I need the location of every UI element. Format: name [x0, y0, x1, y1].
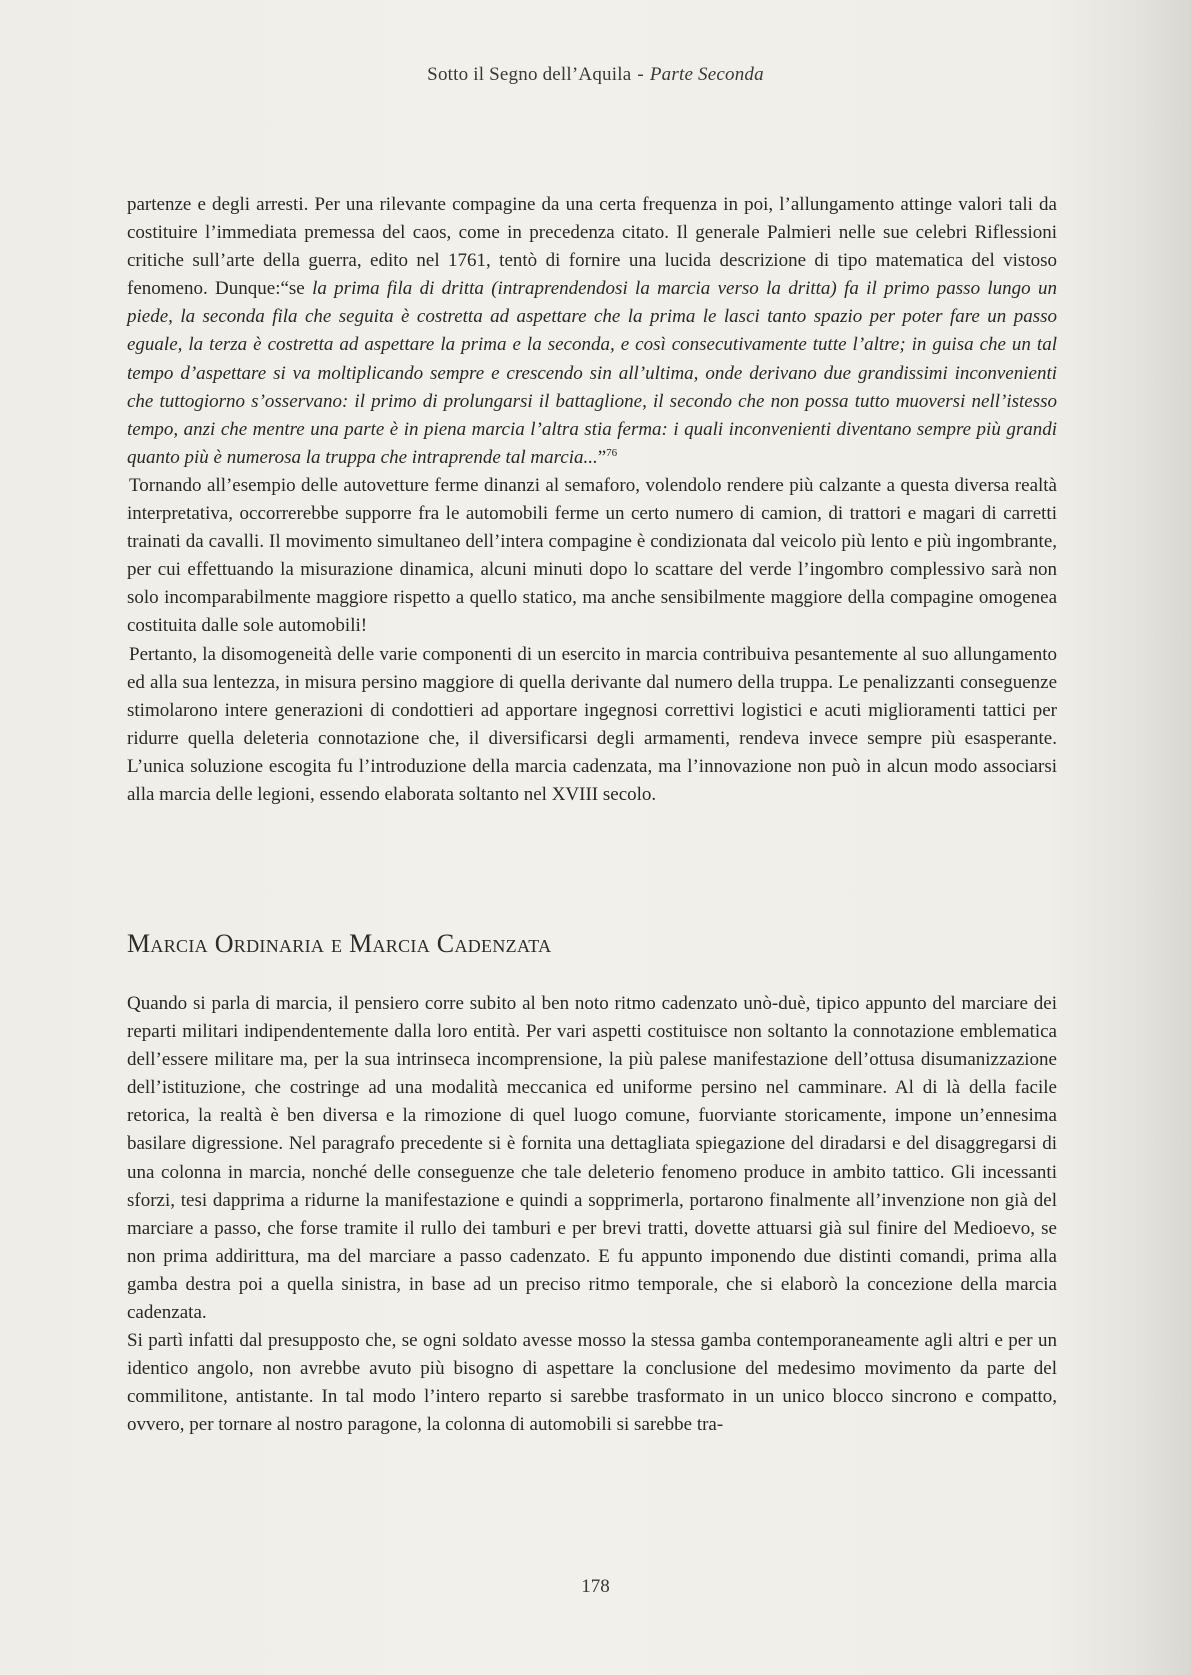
page-number: 178	[581, 1576, 610, 1597]
paragraph-disomogeneita: Pertanto, la disomogeneità delle varie componenti di un esercito in marcia contribuiva pesantemente al suo allungamento ed alla sua lentezza, in misura persino maggiore di quella derivante dal numero della truppa. Le penalizzanti conseguenze stimolarono intere generazioni di condottieri ad apportare ingegnosi correttivi logistici e acuti miglioramenti tattici per ridurre quella deleteria connotazione che, il diversificarsi degli armamenti, rendeva invece sempre più esasperante. L’unica soluzione escogita fu l’introduzione della marcia cadenzata, ma l’innovazione non può in alcun modo associarsi alla marcia delle legioni, essendo elaborata soltanto nel XVIII secolo.	[127, 643, 1057, 805]
body-text-lower	[127, 990, 1057, 1440]
footnote-reference: 76	[606, 446, 618, 459]
body-text-upper	[127, 191, 1057, 809]
paragraph-intro-text: partenze e degli arresti. Per una rilevante compagine da una certa frequenza in poi, l’allungamento attinge valori tali da costituire l’immediata premessa del caos, come in precedenza citato. Il generale Palmieri nelle sue celebri Riflessioni critiche sull’arte della guerra, edito nel 1761, tentò di fornire una lucida descrizione di tipo matematica del vistoso fenomeno. Dunque:“se	[127, 194, 1057, 300]
paragraph-presupposto: Si partì infatti dal presupposto che, se ogni soldato avesse mosso la stessa gamba contemporaneamente agli altri e per un identico angolo, non avrebbe avuto più bisogno di aspettare la conclusione del medesimo movimento da parte del commilitone, antistante. In tal modo l’intero reparto si sarebbe trasformato in un unico blocco sincrono e compatto, ovvero, per tornare al nostro paragone, la colonna di automobili si sarebbe tra-	[127, 1330, 1057, 1436]
block-quotation: la prima fila di dritta (intraprendendosi la marcia verso la dritta) fa il primo passo lungo un piede, la seconda fila che seguita è costretta ad aspettare che la prima le lasci tanto spazio per poter fare un passo eguale, la terza è costretta ad aspettare la prima e la seconda, e così consecutivamente tutte l’altre; in guisa che un tal tempo d’aspettare si va moltiplicando sempre e crescendo sin all’ultima, onde derivano due grandissimi inconvenienti che tuttogiorno s’osservano: il primo di prolungarsi il battaglione, il secondo che non possa tutto muoversi nell’istesso tempo, anzi che mentre una parte è in piena marcia l’altra stia ferma: i quali inconvenienti diventano sempre più grandi quanto più è numerosa la truppa che intraprende tal marcia...	[127, 278, 1058, 468]
running-head	[0, 64, 1191, 86]
paragraph-marcia-intro: Quando si parla di marcia, il pensiero corre subito al ben noto ritmo cadenzato unò-duè, tipico appunto del marciare dei reparti militari indipendentemente dalla loro entità. Per vari aspetti costituisce non soltanto la connotazione emblematica dell’essere militare ma, per la sua intrinseca incomprensione, la più palese manifestazione dell’ottusa disumanizzazione dell’istituzione, che costringe ad una modalità meccanica ed uniforme persino nel camminare. Al di là della facile retorica, la realtà è ben diversa e la rimozione di quel luogo comune, fuorviante storicamente, impone un’ennesima basilare digressione. Nel paragrafo precedente si è fornita una dettagliata spiegazione del diradarsi e del disaggregarsi di una colonna in marcia, nonché delle conseguenze che tale deleterio fenomeno produce in ambito tattico. Gli incessanti sforzi, tesi dapprima a ridurne la manifestazione e quindi a sopprimerla, portarono finalmente all’invenzione non già del marciare a passo, che forse tramite il rullo dei tamburi e per brevi tratti, dovette attuarsi già sul finire del Medioevo, se non prima addirittura, ma del marciare a passo cadenzato. E fu appunto imponendo due distinti comandi, prima alla gamba destra poi a quella sinistra, in base ad un preciso ritmo temporale, che si elaborò la concezione della marcia cadenzata.	[127, 993, 1057, 1324]
header-separator: -	[637, 64, 644, 85]
section-heading: Marcia Ordinaria e Marcia Cadenzata	[127, 929, 552, 958]
paragraph-semaforo: Tornando all’esempio delle autovetture ferme dinanzi al semaforo, volendolo rendere più calzante a questa diversa realtà interpretativa, occorrerebbe supporre fra le automobili ferme un certo numero di camion, di trattori e magari di carretti trainati da cavalli. Il movimento simultaneo dell’intera compagine è condizionata dal veicolo più lento e più ingombrante, per cui effettuando la misurazione dinamica, alcuni minuti dopo lo scattare del verde l’ingombro complessivo sarà non solo incomparabilmente maggiore rispetto a quello statico, ma anche sensibilmente maggiore della compagine omogenea costituita dalle sole automobili!	[127, 474, 1057, 637]
part-title: Parte Seconda	[649, 64, 764, 85]
book-title: Sotto il Segno dell’Aquila	[427, 64, 632, 85]
paragraph-palmieri-quote	[127, 191, 1057, 472]
closing-quote-mark: ”	[597, 446, 607, 468]
